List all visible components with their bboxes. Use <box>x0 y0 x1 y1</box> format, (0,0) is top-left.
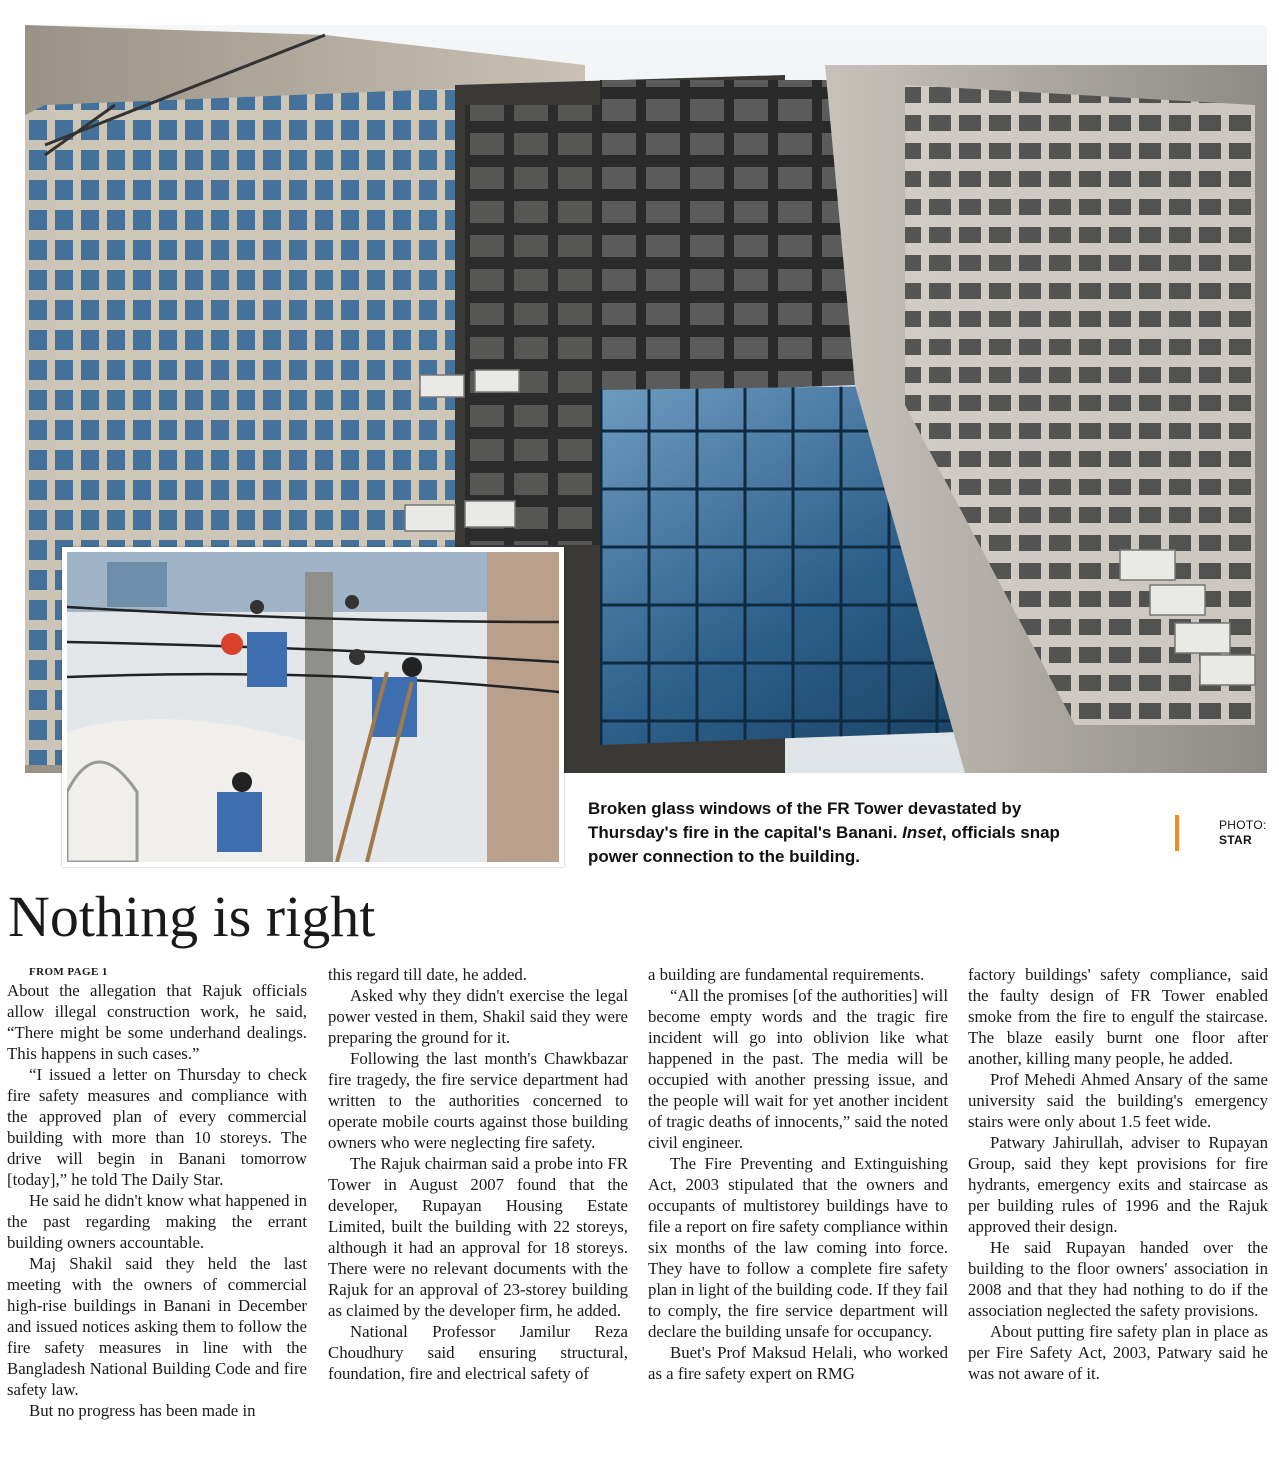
paragraph: Prof Mehedi Ahmed Ansary of the same university said the building's emergency stairs were only about 1.5 feet wide. <box>968 1070 1268 1131</box>
paragraph: About the allegation that Rajuk officials allow illegal construction work, he said, “There might be some underhand dealings. This happens in such cases.” <box>7 981 307 1063</box>
paragraph: Patwary Jahirullah, adviser to Rupayan Group, said they kept provisions for fire hydrants, emergency exits and staircase as per building rules of 1996 and the Rajuk approved their design. <box>968 1133 1268 1236</box>
paragraph: The Rajuk chairman said a probe into FR Tower in August 2007 found that the developer, Rupayan Housing Estate Limited, built the building with 22 storeys, although it had an approval for 18 storeys. There were no relevant documents with the Rajuk for an approval of 23-storey building as claimed by the developer firm, he added. <box>328 1154 628 1320</box>
caption-text-2: , officials snap power connection to the building. <box>588 823 1060 866</box>
paragraph: this regard till date, he added. <box>328 965 527 984</box>
photo-caption <box>588 797 1108 869</box>
article-column-1 <box>7 964 307 1421</box>
article-column-4 <box>968 964 1268 1384</box>
paragraph: He said he didn't know what happened in the past regarding making the errant building owners accountable. <box>7 1191 307 1252</box>
paragraph: Asked why they didn't exercise the legal power vested in them, Shakil said they were preparing the ground for it. <box>328 986 628 1047</box>
paragraph: About putting fire safety plan in place as per Fire Safety Act, 2003, Patwary said he was not aware of it. <box>968 1322 1268 1383</box>
paragraph: Following the last month's Chawkbazar fire tragedy, the fire service department had written to the authorities concerned to operate mobile courts against those building owners who were neglecting fire safety. <box>328 1049 628 1152</box>
photo-credit-source: STAR <box>1219 833 1252 847</box>
inset-photo-illustration <box>67 552 559 862</box>
article-column-2 <box>328 964 628 1384</box>
photo-credit <box>1219 818 1275 848</box>
article-column-3 <box>648 964 948 1384</box>
credit-divider <box>1175 815 1179 851</box>
paragraph: But no progress has been made in <box>29 1401 256 1420</box>
headline: Nothing is right <box>8 884 376 949</box>
paragraph: “All the promises [of the authorities] will become empty words and the tragic fire incident will go into oblivion like what happened in the past. The media will be occupied with another pressing issue, and the people will wait for yet another incident of tragic deaths of innocents,” said the noted civil engineer. <box>648 986 948 1152</box>
paragraph: He said Rupayan handed over the building to the floor owners' association in 2008 and that they had nothing to do if the association neglected the safety provisions. <box>968 1238 1268 1320</box>
paragraph: Buet's Prof Maksud Helali, who worked as a fire safety expert on RMG <box>648 1343 948 1383</box>
paragraph: The Fire Preventing and Extinguishing Act, 2003 stipulated that the owners and occupants of multistorey buildings have to file a report on fire safety compliance within six months of the law coming into force. They have to follow a complete fire safety plan in light of the building code. If they fail to comply, the fire service department will declare the building unsafe for occupancy. <box>648 1154 948 1341</box>
paragraph: factory buildings' safety compliance, said the faulty design of FR Tower enabled smoke from the fire to engulf the staircase. The blaze easily burnt one floor after another, killing many people, he added. <box>968 965 1268 1068</box>
paragraph: “I issued a letter on Thursday to check fire safety measures and compliance with the approved plan of every commercial building with more than 10 storeys. The drive will begin in Banani tomorrow [today],” he told The Daily Star. <box>7 1065 307 1189</box>
caption-inset-word: Inset <box>902 823 942 842</box>
paragraph: Maj Shakil said they held the last meeting with the owners of commercial high-rise buildings in Banani in December and issued notices asking them to follow the fire safety measures in line with the Bangladesh National Building Code and fire safety law. <box>7 1254 307 1399</box>
photo-credit-label: PHOTO: <box>1219 818 1267 832</box>
inset-photo <box>62 547 564 867</box>
paragraph: National Professor Jamilur Reza Choudhury said ensuring structural, foundation, fire and electrical safety of <box>328 1322 628 1383</box>
paragraph: a building are fundamental requirements. <box>648 965 925 984</box>
dateline: FROM PAGE 1 <box>29 966 108 978</box>
caption-text-1: Broken glass windows of the FR Tower devastated by Thursday's fire in the capital's Banani. <box>588 799 1022 842</box>
